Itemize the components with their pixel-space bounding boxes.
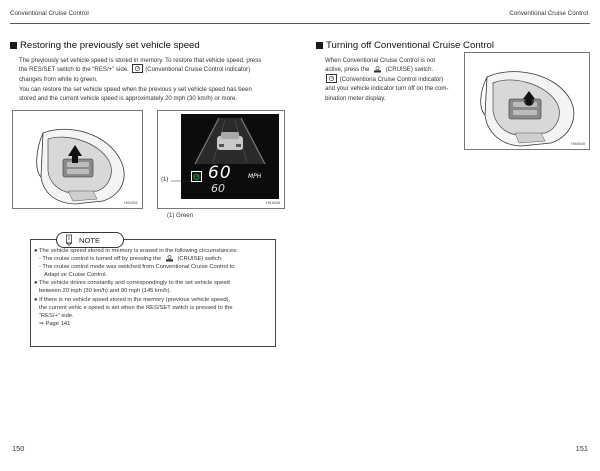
note-line-7: ● If there is no vehicle speed stored in the memory (previous vehicle speed), bbox=[34, 297, 231, 303]
para1-line2: the RES/SET switch to the “RES/+” side. (Conventional Cruise Control indicator) bbox=[19, 65, 284, 75]
figure-code-3: H00549 bbox=[570, 141, 585, 146]
meter-display-screen bbox=[181, 114, 279, 199]
left-section-title bbox=[10, 40, 200, 51]
right-line-4: and your vehicle indicator turn off on the com- bbox=[325, 85, 449, 93]
cruise-indicator-icon bbox=[132, 64, 143, 73]
figure-steering-switch-left bbox=[12, 110, 143, 209]
figure-code-2: H01636 bbox=[265, 200, 280, 205]
figure-code-1: H00911 bbox=[124, 200, 138, 205]
right-line-1: When Conventional Cruise Control is not bbox=[325, 57, 436, 64]
para2-line1: You can restore the set vehicle speed when the previous y set vehicle speed has been bbox=[19, 86, 252, 93]
cruise-switch-icon bbox=[373, 66, 382, 73]
page-number-left: 150 bbox=[12, 444, 25, 453]
steering-wheel-illustration-right bbox=[465, 53, 589, 149]
note-line-3: - The cruise control mode was switched from Conventional Cruise Control to bbox=[39, 264, 235, 270]
speed-readout-main: 60 bbox=[208, 163, 232, 183]
running-head-right: Conventional Cruise Control bbox=[509, 10, 588, 17]
note-tag bbox=[56, 232, 124, 248]
note-line-2: - The cruise control is turned off by pressing the (CRUISE) switch. bbox=[39, 256, 223, 263]
note-title: NOTE bbox=[79, 235, 101, 245]
callout-label-1: (1) bbox=[161, 177, 169, 183]
right-title-text: Turning off Conventional Cruise Control bbox=[326, 40, 494, 51]
note-pencil-icon bbox=[63, 234, 75, 246]
note-page-reference: ⇒ Page 141 bbox=[39, 321, 71, 327]
right-line-5: bination meter display. bbox=[325, 94, 386, 102]
note-line-9: “RES/+” side. bbox=[39, 313, 74, 319]
figure-meter-display bbox=[157, 110, 285, 209]
road-graphic bbox=[181, 114, 279, 166]
left-title-text: Restoring the previously set vehicle speed bbox=[20, 40, 200, 51]
steering-wheel-illustration bbox=[13, 111, 142, 208]
restore-paragraph-2 bbox=[19, 85, 284, 104]
page-number-right: 151 bbox=[575, 444, 588, 453]
note-line-4: Adapt ve Cruise Control. bbox=[44, 272, 108, 278]
right-section-title bbox=[316, 40, 494, 51]
right-line-3: (Conventiona Cruise Control indicator) bbox=[325, 75, 460, 85]
restore-paragraph-1 bbox=[19, 56, 284, 84]
note-line-6: between 20 mph (30 km/h) and 90 mph (145 km/h). bbox=[39, 288, 172, 294]
note-line-8: the current vehic e speed is set when the RES/SET switch is pressed to the bbox=[39, 305, 233, 311]
cruise-indicator-icon bbox=[326, 74, 337, 83]
running-head-left: Conventional Cruise Control bbox=[10, 10, 89, 17]
callout-leader-line bbox=[171, 179, 191, 183]
cruise-indicator-display-icon bbox=[191, 171, 202, 182]
note-line-1: ● The vehicle speed stored in memory is erased in the following circumstances: bbox=[34, 248, 238, 254]
header-rule bbox=[10, 23, 590, 24]
figure-caption: (1) Green bbox=[167, 212, 194, 219]
right-line-2: active, press the (CRUISE) switch. bbox=[325, 66, 434, 74]
para1-line3: changes from white to green. bbox=[19, 75, 98, 83]
cruise-switch-icon bbox=[165, 255, 174, 262]
speed-readout-set: 60 bbox=[211, 182, 225, 195]
square-bullet-icon bbox=[316, 42, 323, 49]
figure-steering-switch-right bbox=[464, 52, 590, 150]
turn-off-paragraph bbox=[325, 56, 460, 103]
para1-line1: The previously set vehicle speed is stored in memory. To restore that vehicle speed, press bbox=[19, 57, 262, 64]
square-bullet-icon bbox=[10, 42, 17, 49]
para2-line2: stored and the current vehicle speed is approximately 20 mph (30 km/h) or more. bbox=[19, 95, 238, 103]
note-line-5: ● The vehicle drives constantly and correspondingly to the set vehicle speed bbox=[34, 280, 230, 286]
speed-unit: MPH bbox=[248, 173, 262, 180]
